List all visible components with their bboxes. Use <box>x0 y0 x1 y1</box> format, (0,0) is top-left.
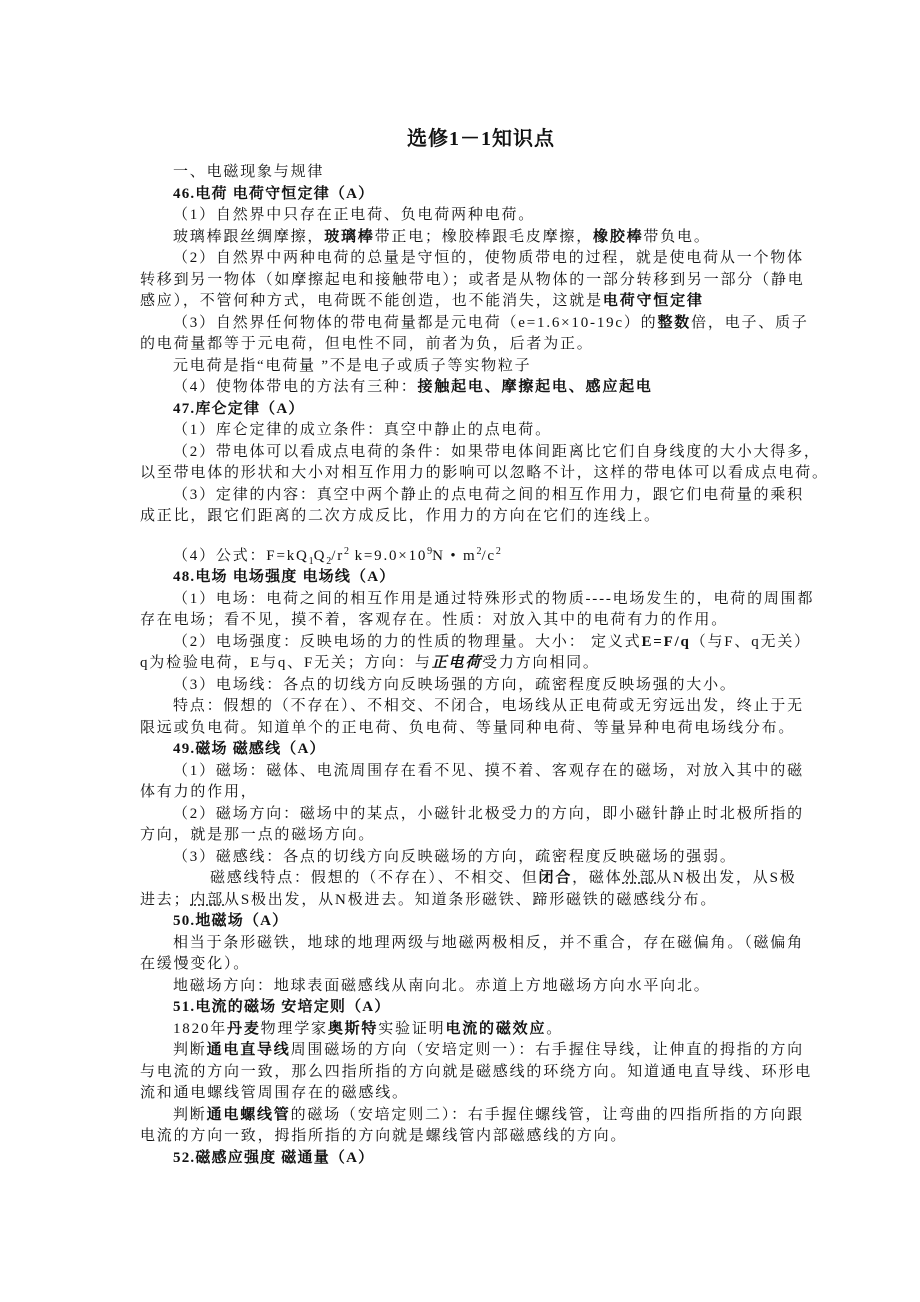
text-segment: 周围磁场的方向（安培定则一）：右手握住导线，让伸直的拇指的方向 <box>290 1042 804 1058</box>
text-segment: （1）电场：电荷之间的相互作用是通过特殊形式的物质----电场发生的，电荷的周围都 <box>173 590 815 607</box>
text-line <box>140 976 810 998</box>
text-line <box>140 377 810 399</box>
text-segment: 1 <box>308 555 314 567</box>
text-line <box>140 632 810 654</box>
text-segment: 2 <box>344 545 350 557</box>
text-segment: 流和通电螺线管周围存在的磁感线。 <box>140 1085 409 1101</box>
text-segment: 从N极出发，从S极 <box>656 870 797 886</box>
text-segment: 外部 <box>622 870 657 886</box>
text-line <box>140 248 810 270</box>
emphasis-text: 玻璃棒 <box>324 228 375 245</box>
text-segment: （1）磁场：磁体、电流周围存在看不见、摸不着、客观存在的磁场，对放入其中的磁 <box>173 762 804 779</box>
text-segment: 元电荷是指“电荷量 ”不是电子或质子等实物粒子 <box>173 357 532 374</box>
text-segment: 带负电。 <box>643 228 711 245</box>
section-heading <box>140 911 810 933</box>
text-segment: 感应），不管何种方式，电荷既不能创造，也不能消失，这就是 <box>140 293 603 309</box>
emphasis-text: 整数 <box>657 314 692 331</box>
text-line <box>140 718 810 740</box>
text-line <box>140 847 810 869</box>
text-line <box>140 653 810 675</box>
text-line <box>140 162 810 184</box>
text-segment: 地磁场方向：地球表面磁感线从南向北。赤道上方地磁场方向水平向北。 <box>173 977 711 994</box>
text-line <box>140 589 815 611</box>
text-line <box>140 825 810 847</box>
text-line <box>140 1126 810 1148</box>
text-segment: （4）使物体带电的方法有三种： <box>173 379 418 395</box>
text-segment: 物理学家 <box>260 1020 328 1037</box>
text-segment: 在缓慢变化）。 <box>140 956 251 972</box>
text-segment: 从S极出发，从N极进去。知道条形磁铁、蹄形磁铁的磁感线分布。 <box>224 891 718 908</box>
emphasis-text: 正电荷 <box>431 655 483 671</box>
text-line <box>140 463 829 485</box>
text-segment: （1）自然界中只存在正电荷、负电荷两种电荷。 <box>173 207 536 223</box>
text-segment: /r <box>331 547 345 564</box>
text-line <box>140 1019 810 1041</box>
text-segment: 体有力的作用， <box>140 784 258 800</box>
text-segment: 转移到另一物体（如摩擦起电和接触带电）；或者是从物体的一部分转移到另一部分（静电 <box>140 271 805 288</box>
text-line <box>140 1040 810 1062</box>
text-segment: （4）公式：F=kQ <box>173 547 309 564</box>
emphasis-text: 闭合 <box>538 870 573 886</box>
text-segment: （3）磁感线：各点的切线方向反映磁场的方向，疏密程度反映磁场的强弱。 <box>173 848 737 865</box>
text-segment: 48.电场 电场强度 电场线（A） <box>173 569 396 585</box>
text-segment: （3）自然界任何物体的带电荷量都是元电荷（e=1.6×10-19c）的 <box>173 314 658 331</box>
text-segment: /c <box>481 547 496 564</box>
text-line <box>140 205 810 227</box>
text-segment: N • m <box>432 547 477 564</box>
text-line <box>140 1105 810 1127</box>
text-line <box>140 291 810 313</box>
emphasis-text: 通电直导线 <box>206 1042 291 1058</box>
text-segment: （3）定律的内容：真空中两个静止的点电荷之间的相互作用力，跟它们电荷量的乘积 <box>173 486 804 503</box>
text-segment: 与电流的方向一致，那么四指所指的方向就是磁感线的环绕方向。知道通电直导线、环形电 <box>140 1063 813 1080</box>
text-segment: 。 <box>546 1020 564 1037</box>
emphasis-text: 丹麦 <box>227 1020 261 1037</box>
text-segment: （1）库仑定律的成立条件：真空中静止的点电荷。 <box>173 422 552 438</box>
text-segment: 特点：假想的（不存在）、不相交、不闭合，电场线从正电荷或无穷远出发，终止于无 <box>173 698 804 714</box>
text-segment: 倍，电子、质子 <box>691 314 809 331</box>
text-line <box>140 696 810 718</box>
text-segment: q为检验电荷，E与q、F无关；方向：与 <box>140 655 432 671</box>
emphasis-text: 通电螺线管 <box>206 1106 291 1123</box>
blank-line <box>140 528 810 546</box>
text-line <box>140 868 810 890</box>
text-line <box>140 761 810 783</box>
text-segment: 2 <box>476 545 482 557</box>
text-line <box>140 546 810 568</box>
text-segment: 电流的方向一致，拇指所指的方向就是螺线管内部磁感线的方向。 <box>140 1128 628 1144</box>
emphasis-text: 奥斯特 <box>327 1020 379 1037</box>
text-segment: 成正比，跟它们距离的二次方成反比，作用力的方向在它们的连线上。 <box>140 508 661 524</box>
text-segment: 的磁场（安培定则二）：右手握住螺线管，让弯曲的四指所指的方向跟 <box>290 1106 804 1123</box>
text-segment: 52.磁感应强度 磁通量（A） <box>173 1149 375 1166</box>
text-segment: （3）电场线：各点的切线方向反映场强的方向，疏密程度反映场强的大小。 <box>173 676 737 693</box>
emphasis-text: 接触起电、摩擦起电、感应起电 <box>417 379 653 395</box>
text-segment: 的电荷量都等于元电荷，但电性不同，前者为负，后者为正。 <box>140 336 594 352</box>
text-line <box>140 485 810 507</box>
text-line <box>140 890 810 912</box>
text-line <box>140 313 810 335</box>
text-segment: （2）磁场方向：磁场中的某点，小磁针北极受力的方向，即小磁针静止时北极所指的 <box>173 805 804 822</box>
text-segment: Q <box>313 547 327 564</box>
text-line <box>140 1062 813 1084</box>
text-segment: 47.库仑定律（A） <box>173 400 305 417</box>
text-line <box>140 270 810 292</box>
text-segment: 实验证明 <box>378 1020 446 1037</box>
text-segment: 49.磁场 磁感线（A） <box>173 741 326 757</box>
text-line <box>140 227 810 249</box>
text-segment: 进去； <box>140 891 191 908</box>
text-line <box>140 933 810 955</box>
text-segment: 带正电；橡胶棒跟毛皮摩擦， <box>374 228 594 245</box>
text-line <box>140 782 810 804</box>
document-title: 选修1－1知识点 <box>407 128 555 150</box>
text-segment: （2）自然界中两种电荷的总量是守恒的，使物质带电的过程，就是使电荷从一个物体 <box>173 250 804 266</box>
text-segment: 50.地磁场（A） <box>173 913 289 929</box>
text-segment: 判断 <box>173 1042 207 1058</box>
emphasis-text: 电流的磁效应 <box>445 1020 547 1037</box>
document-body <box>140 162 829 1169</box>
text-segment: （2）电场强度：反映电场的力的性质的物理量。大小： 定义式 <box>173 633 642 650</box>
text-segment: 玻璃棒跟丝绸摩擦， <box>173 228 325 245</box>
section-heading <box>140 997 810 1019</box>
emphasis-text: E=F/q <box>641 633 691 650</box>
section-heading <box>140 1148 810 1170</box>
text-line <box>140 420 810 442</box>
text-line <box>140 804 810 826</box>
text-segment: 1820年 <box>173 1020 228 1037</box>
text-segment: 存在电场；看不见，摸不着，客观存在。性质：对放入其中的电荷有力的作用。 <box>140 612 729 628</box>
text-segment: 受力方向相同。 <box>482 655 600 671</box>
emphasis-text: 电荷守恒定律 <box>602 293 704 309</box>
section-heading <box>140 739 810 761</box>
text-line <box>140 675 810 697</box>
text-segment: （2）带电体可以看成点电荷的条件：如果带电体间距离比它们自身线度的大小大得多， <box>173 443 821 460</box>
text-segment: 限远或负电荷。知道单个的正电荷、负电荷、等量同种电荷、等量异种电荷电场线分布。 <box>140 719 796 736</box>
text-line <box>140 1083 810 1105</box>
text-segment: 一、电磁现象与规律 <box>173 164 325 180</box>
text-segment: ，磁体 <box>572 870 623 886</box>
section-heading <box>140 399 810 421</box>
text-segment: 51.电流的磁场 安培定则（A） <box>173 999 391 1015</box>
text-segment: 相当于条形磁铁，地球的地理两级与地磁两极相反，并不重合，存在磁偏角。（磁偏角 <box>173 934 804 951</box>
text-line <box>140 506 810 528</box>
text-segment: 2 <box>326 555 332 567</box>
text-line <box>140 442 821 464</box>
section-heading <box>140 567 810 589</box>
text-segment: 2 <box>495 545 501 557</box>
text-line <box>140 356 810 378</box>
text-segment: （与F、q无关） <box>690 633 811 650</box>
text-segment: 以至带电体的形状和大小对相互作用力的影响可以忽略不计，这样的带电体可以看成点电荷。 <box>140 465 829 481</box>
text-line <box>140 334 810 356</box>
text-segment: k=9.0×10 <box>349 547 428 564</box>
text-segment: 方向，就是那一点的磁场方向。 <box>140 827 376 843</box>
text-segment: 46.电荷 电荷守恒定律（A） <box>173 185 375 202</box>
text-segment: 磁感线特点：假想的（不存在）、不相交、但 <box>210 870 539 886</box>
section-heading <box>140 184 810 206</box>
text-segment: 内部 <box>190 891 225 908</box>
text-line <box>140 954 810 976</box>
text-segment: 9 <box>427 545 433 557</box>
emphasis-text: 橡胶棒 <box>593 228 644 245</box>
text-segment: 判断 <box>173 1106 207 1123</box>
text-line <box>140 610 810 632</box>
